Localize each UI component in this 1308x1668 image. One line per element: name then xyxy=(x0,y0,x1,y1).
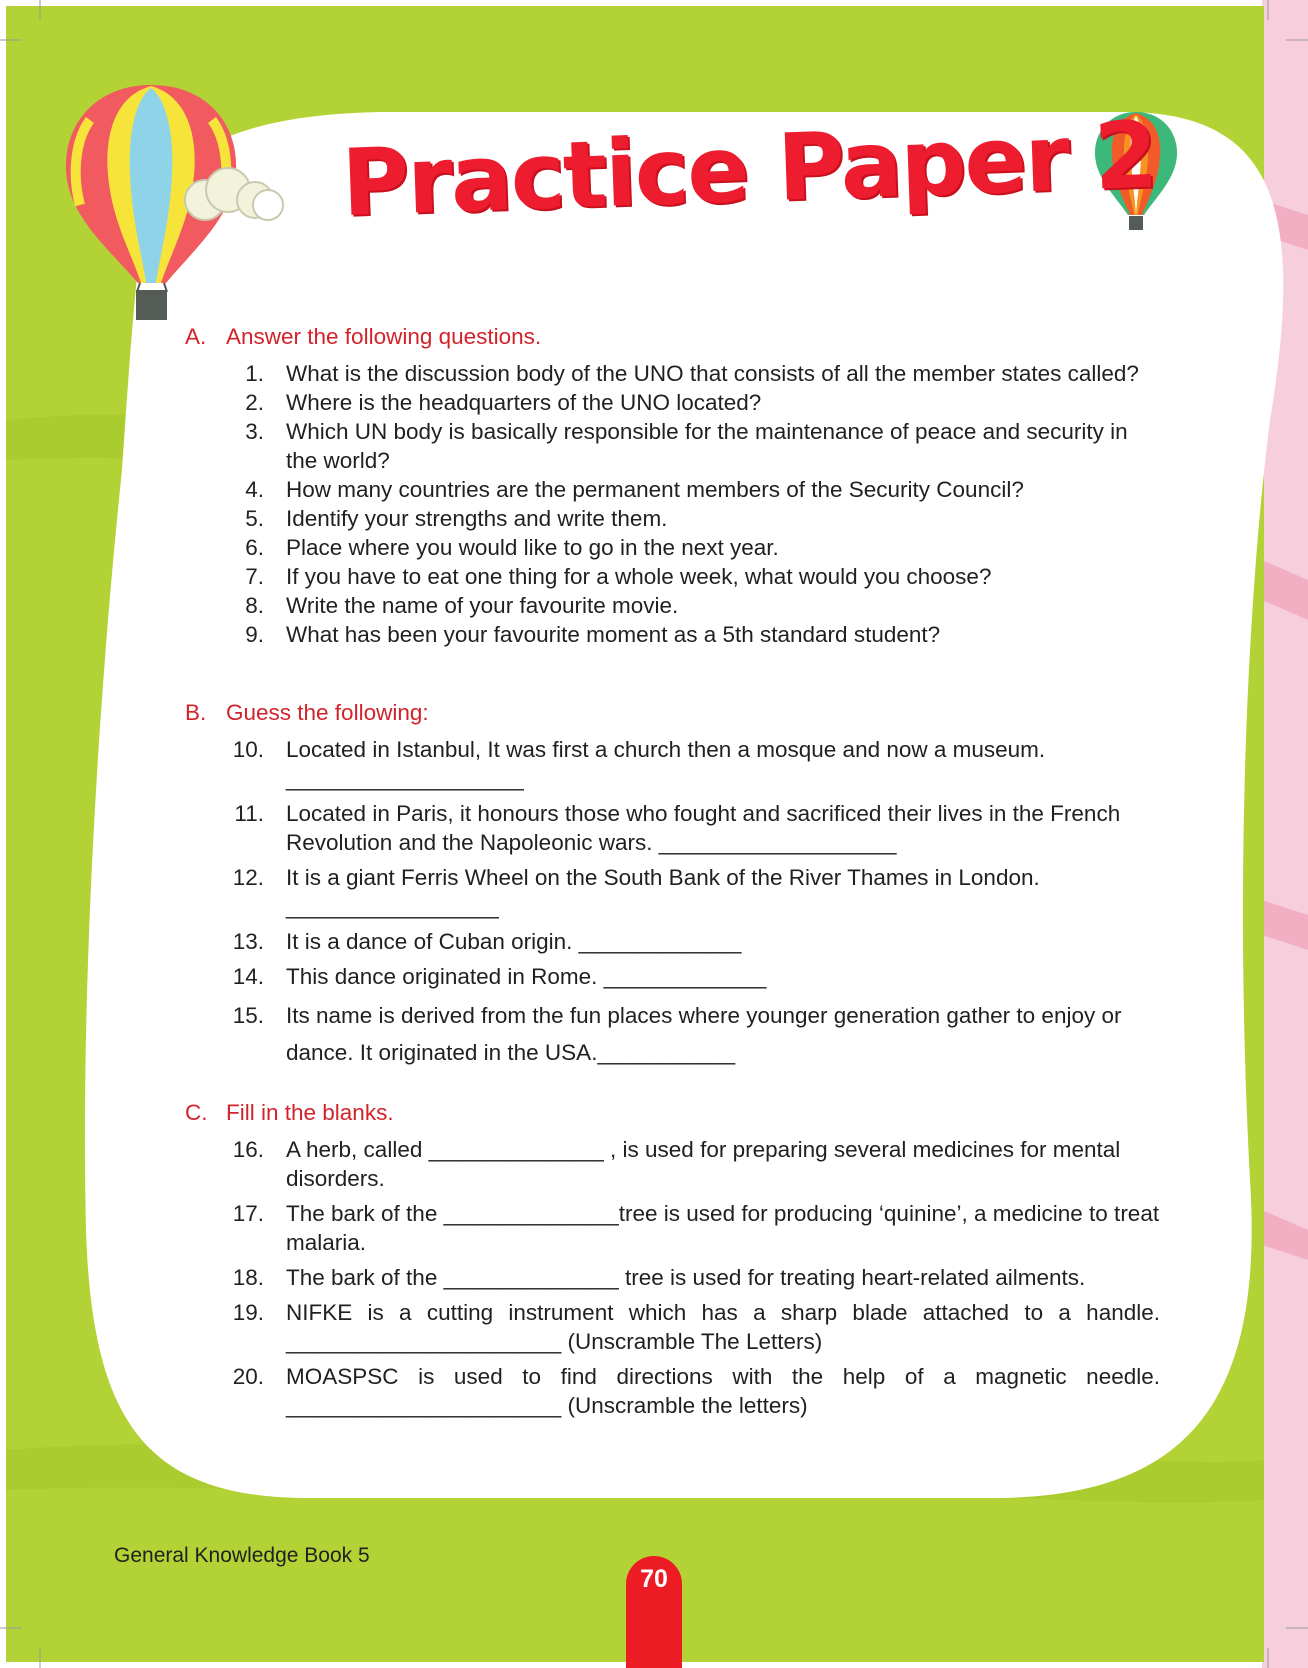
question-number: 6. xyxy=(245,535,264,560)
question-item xyxy=(180,927,1160,956)
section-a xyxy=(180,322,1160,649)
question-item xyxy=(180,863,1160,921)
question-text: Located in Paris, it honours those who fought and sacrificed their lives in the French Revolution and the Napoleonic wars. ___________________ xyxy=(286,801,1121,855)
question-number: 2. xyxy=(245,390,264,415)
question-item xyxy=(180,1263,1160,1292)
question-number: 15. xyxy=(232,1003,264,1028)
question-item xyxy=(180,1298,1160,1356)
page-number: 70 xyxy=(640,1565,668,1593)
section-letter: A. xyxy=(185,324,207,349)
question-text: What has been your favourite moment as a 5th standard student? xyxy=(286,622,941,647)
question-text: What is the discussion body of the UNO that consists of all the member states called? xyxy=(286,361,1139,386)
question-text: Write the name of your favourite movie. xyxy=(286,593,679,618)
question-item xyxy=(180,1199,1160,1257)
question-item xyxy=(180,1135,1160,1193)
question-text: Where is the headquarters of the UNO located? xyxy=(286,390,762,415)
question-number: 18. xyxy=(232,1265,264,1290)
question-text: It is a giant Ferris Wheel on the South Bank of the River Thames in London. _________________ xyxy=(286,865,1040,919)
question-text: If you have to eat one thing for a whole week, what would you choose? xyxy=(286,564,992,589)
question-text: This dance originated in Rome. _____________ xyxy=(286,964,767,989)
question-item xyxy=(180,1362,1160,1420)
question-text: NIFKE is a cutting instrument which has a sharp blade attached to a handle. ______________________ (Unscramble The Letters) xyxy=(286,1300,1160,1354)
question-text: Its name is derived from the fun places where younger generation gather to enjoy or dance. It originated in the USA.___________ xyxy=(286,1003,1122,1065)
title-text: Practice Paper xyxy=(340,104,1070,237)
question-number: 11. xyxy=(234,801,264,826)
question-number: 13. xyxy=(232,929,264,954)
question-item xyxy=(180,735,1160,793)
question-item xyxy=(180,562,1160,591)
section-letter: C. xyxy=(185,1100,208,1125)
question-number: 9. xyxy=(245,622,264,647)
section-title: Guess the following: xyxy=(226,700,429,725)
question-text: MOASPSC is used to find directions with the help of a magnetic needle. ______________________ (Unscramble the letters) xyxy=(286,1364,1160,1418)
question-text: Located in Istanbul, It was first a church then a mosque and now a museum. ___________________ xyxy=(286,737,1046,791)
question-number: 12. xyxy=(232,865,264,890)
question-item xyxy=(180,533,1160,562)
question-item xyxy=(180,388,1160,417)
question-item xyxy=(180,504,1160,533)
section-heading xyxy=(180,1098,1160,1127)
section-b xyxy=(180,698,1160,1071)
book-title-footer: General Knowledge Book 5 xyxy=(114,1544,370,1567)
question-text: A herb, called ______________ , is used for preparing several medicines for mental disorders. xyxy=(286,1137,1121,1191)
title-number: 2 xyxy=(1092,101,1158,211)
question-number: 19. xyxy=(232,1300,264,1325)
question-text: It is a dance of Cuban origin. _____________ xyxy=(286,929,742,954)
question-text: The bark of the ______________tree is used for producing ‘quinine’, a medicine to treat malaria. xyxy=(286,1201,1160,1255)
question-item xyxy=(180,997,1160,1071)
question-number: 16. xyxy=(232,1137,264,1162)
question-text: How many countries are the permanent members of the Security Council? xyxy=(286,477,1024,502)
question-number: 17. xyxy=(232,1201,264,1226)
question-item xyxy=(180,475,1160,504)
question-item xyxy=(180,417,1160,475)
question-number: 8. xyxy=(245,593,264,618)
section-title: Answer the following questions. xyxy=(226,324,542,349)
question-text: Which UN body is basically responsible for the maintenance of peace and security in the world? xyxy=(286,419,1128,473)
question-text: Place where you would like to go in the next year. xyxy=(286,535,779,560)
section-letter: B. xyxy=(185,700,207,725)
question-number: 7. xyxy=(245,564,264,589)
question-item xyxy=(180,591,1160,620)
section-c xyxy=(180,1098,1160,1420)
question-item xyxy=(180,799,1160,857)
question-item xyxy=(180,962,1160,991)
question-item xyxy=(180,620,1160,649)
question-number: 10. xyxy=(232,737,264,762)
page-title xyxy=(340,101,1158,260)
question-number: 4. xyxy=(245,477,264,502)
question-item xyxy=(180,359,1160,388)
question-number: 14. xyxy=(232,964,264,989)
question-number: 3. xyxy=(245,419,264,444)
question-number: 20. xyxy=(232,1364,264,1389)
section-heading xyxy=(180,698,1160,727)
section-title: Fill in the blanks. xyxy=(226,1100,394,1125)
question-number: 5. xyxy=(245,506,264,531)
question-text: Identify your strengths and write them. xyxy=(286,506,668,531)
section-heading xyxy=(180,322,1160,351)
question-text: The bark of the ______________ tree is used for treating heart-related ailments. xyxy=(286,1265,1086,1290)
question-number: 1. xyxy=(245,361,264,386)
